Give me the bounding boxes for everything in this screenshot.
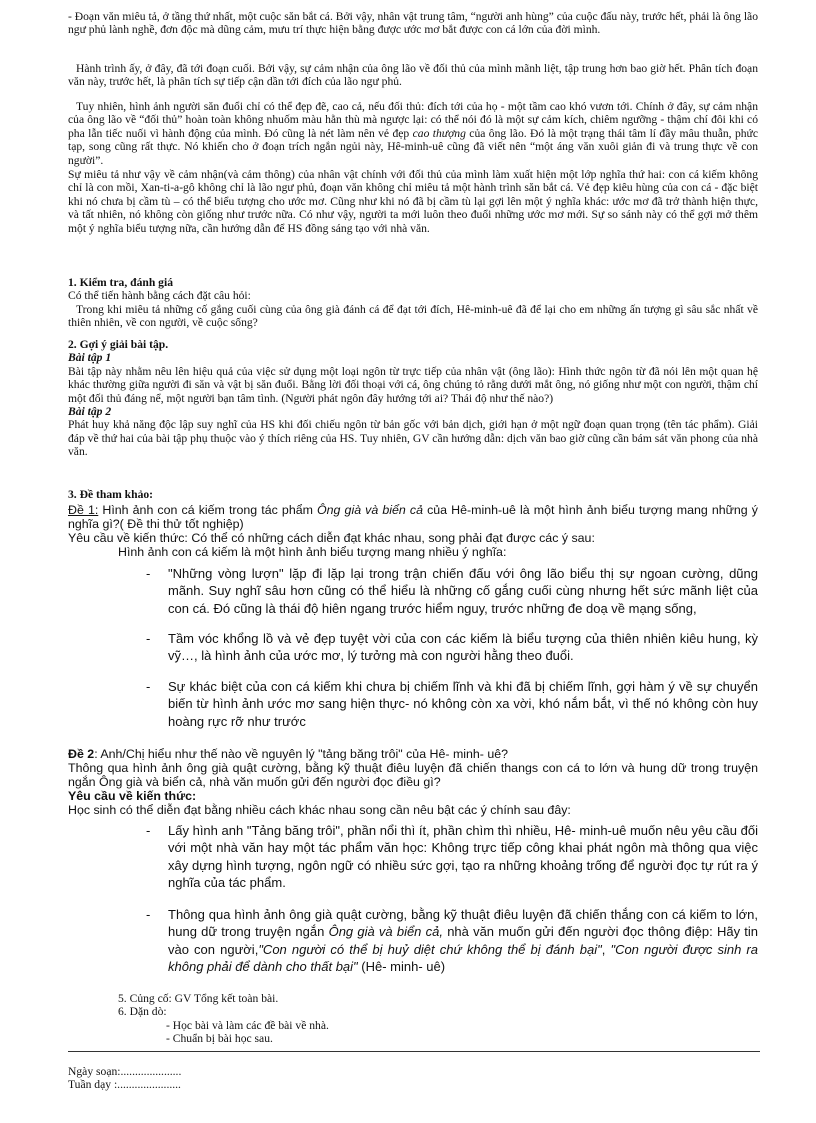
divider-line: [68, 1051, 760, 1052]
intro-paragraph-2: Hành trình ấy, ở đây, đã tới đoạn cuối. Bởi vậy, sự cảm nhận của ông lão về đối thủ của mình mãnh liệt, tập trung hơn bao giờ hết. Phân tích đoạn văn này, trước hết, là phân tích sự tiếp cận dần tới đích của lão ngư phủ.: [68, 62, 758, 89]
section-2: 2. Gợi ý giải bài tập. Bài tập 1 Bài tập này nhằm nêu lên hiệu quả của việc sử dụng một loại ngôn từ trực tiếp của nhân vật (ông lão): Hình thức ngôn từ đã nói lên một quan hệ khác thường giữa người đi săn và vật bị săn đuổi. Bằng lời đối thoại với cá, ông chúng tỏ rằng dưới mắt ông, nó giống như một con người, thậm chí một đối thủ đáng nể, một người bạn tâm tình. (Người phát ngôn đây hướng tới ai? Thái độ như thế nào?) Bài tập 2 Phát huy khả năng độc lập suy nghĩ của HS khi đối chiếu ngôn từ bản gốc với bản dịch, giới hạn ở một ngữ đoạn quan trọng (tên tác phẩm). Giải đáp về thứ hai của bài tập phụ thuộc vào ý thích riêng của HS. Tuy nhiên, GV cần hướng dẫn: dịch văn bao giờ cũng cần bám sát văn phong của nhà văn.: [68, 338, 758, 459]
intro-paragraph-3: Tuy nhiên, hình ảnh người săn đuổi chỉ có thể đẹp đẽ, cao cả, nếu đối thủ: đích tới của họ - một tầm cao khó vươn tới. Chính ở đây, sự cảm nhận của ông lão về “đối thủ” hoàn toàn không nhuốm màu hằn thù mà ngược lại: có thể nói đó là một sự cảm kích, chiêm ngưỡng - thậm chí đôi khi có pha lẫn tiếc nuối vì hành động của mình. Đó cũng là nét làm nên vẻ đẹp cao thượng của ông lão. Đó là một trạng thái tâm lí đầy mâu thuẫn, phức tạp, song cũng rất thực. Nó khiến cho ở đoạn trích ngắn ngủi này, Hê-minh-uê cũng đã viết nên “một áng văn xuôi giản đi và trung thực về con người”.: [68, 100, 758, 167]
section-1-title: 1. Kiểm tra, đánh giá: [68, 276, 173, 289]
de-2-requirement-title: Yêu cầu về kiến thức:: [68, 789, 197, 803]
de-2-question: Đề 2: Anh/Chị hiểu như thế nào về nguyên lý "tảng băng trôi" của Hê- minh- uê? Thông qua hình ảnh ông già quật cường, bằng kỹ thuật điêu luyện đã chiến thangs con cá to lớn và hung dữ trong truyện ngắn Ông già và biển cả, nhà văn muốn gửi đến người đọc điều gì? Yêu cầu về kiến thức: Học sinh có thể diễn đạt bằng nhiều cách khác nhau song cần nêu bật các ý chính sau đây:: [68, 747, 758, 817]
intro-paragraph-1: - Đoạn văn miêu tả, ở tầng thứ nhất, một cuộc săn bắt cá. Bởi vậy, nhân vật trung tâm, “người anh hùng” của cuộc đấu này, trước hết, phải là ông lão ngư phủ lành nghề, đơn độc mà dũng cảm, mưu trí thực hiện bằng được ước mơ bắt được con cá lớn của đời mình.: [68, 10, 758, 37]
de-1-question: Đề 1: Hình ảnh con cá kiếm trong tác phẩm Ông già và biển cả của Hê-minh-uê là một hình ảnh biểu tượng mang những ý nghĩa gì?( Đề thi thử tốt nghiệp) Yêu cầu về kiến thức: Có thể có những cách diễn đạt khác nhau, song phải đạt được các ý sau: Hình ảnh con cá kiếm là một hình ảnh biểu tượng mang nhiều ý nghĩa:: [68, 503, 758, 559]
section-2-title: 2. Gợi ý giải bài tập.: [68, 338, 169, 351]
ngay-soan: Ngày soạn:.....................: [68, 1065, 182, 1078]
document-page: - Đoạn văn miêu tả, ở tầng thứ nhất, một cuộc săn bắt cá. Bởi vậy, nhân vật trung tâm, “người anh hùng” của cuộc đấu này, trước hết, phải là ông lão ngư phủ lành nghề, đơn độc mà dũng cảm, mưu trí thực hiện bằng được ước mơ bắt được con cá lớn của đời mình. Hành trình ấy, ở đây, đã tới đoạn cuối. Bởi vậy, sự cảm nhận của ông lão về đối thủ của mình mãnh liệt, tập trung hơn bao giờ hết. Phân tích đoạn văn này, trước hết, là phân tích sự tiếp cận dần tới đích của lão ngư phủ. Tuy nhiên, hình ảnh người săn đuổi chỉ có thể đẹp đẽ, cao cả, nếu đối thủ: đích tới của họ - một tầm cao khó vươn tới. Chính ở đây, sự cảm nhận của ông lão về “đối thủ” hoàn toàn không nhuốm màu hằn thù mà ngược lại: có thể nói đó là một sự cảm kích, chiêm ngưỡng - thậm chí đôi khi có pha lẫn tiếc nuối vì hành động của mình. Đó cũng là nét làm nên vẻ đẹp cao thượng của ông lão. Đó là một trạng thái tâm lí đầy mâu thuẫn, phức tạp, song cũng rất thực. Nó khiến cho ở đoạn trích ngắn ngủi này, Hê-minh-uê cũng đã viết nên “một áng văn xuôi giản đi và trung thực về con người”. Sự miêu tả như vậy về cảm nhận(và cảm thông) của nhân vật chính với đối thủ của mình làm xuất hiện một lớp nghĩa thứ hai: con cá kiếm không chỉ là con mồi, Xan-ti-a-gô không chỉ là lão ngư phủ, đoạn văn không chỉ miêu tả một hành trình săn bắt cá. Vẻ đẹp kiêu hùng của con cá - đặc biệt khi nó chưa bị cầm tù – có thể biểu tượng cho ước mơ. Cũng như khi nó đã bị cầm tù lại gợi lên một ý nghĩa khác: ước mơ đã trở thành hiện thực, và tất nhiên, nó không còn giống như trước nữa. Có như vậy, người ta mới luôn theo đuổi những ước mơ mới. Sự so sánh này có thể gợi mở thêm một ý nghĩa biểu tượng nữa, cần hướng dẫn để HS đồng sáng tạo với nhà văn. 1. Kiểm tra, đánh giá Có thể tiến hành bằng cách đặt câu hỏi: Trong khi miêu tả những cố gắng cuối cùng của ông già đánh cá để đạt tới đích, Hê-minh-uê đã để lại cho em những ấn tượng gì sâu sắc nhất về thiên nhiên, về con người, về cuộc sống? 2. Gợi ý giải bài tập. Bài tập 1 Bài tập này nhằm nêu lên hiệu quả của việc sử dụng một loại ngôn từ trực tiếp của nhân vật (ông lão): Hình thức ngôn từ đã nói lên một quan hệ khác thường giữa người đi săn và vật bị săn đuổi. Bằng lời đối thoại với cá, ông chúng tỏ rằng dưới mắt ông, nó giống như một con người, thậm chí một đối thủ đáng nể, một người bạn tâm tình. (Người phát ngôn đây hướng tới ai? Thái độ như thế nào?) Bài tập 2 Phát huy khả năng độc lập suy nghĩ của HS khi đối chiếu ngôn từ bản gốc với bản dịch, giới hạn ở một ngữ đoạn quan trọng (tên tác phẩm). Giải đáp về thứ hai của bài tập phụ thuộc vào ý thích riêng của HS. Tuy nhiên, GV cần hướng dẫn: dịch văn bao giờ cũng cần bám sát văn phong của nhà văn. 3. Đề tham khảo: Đề 1: Hình ảnh con cá kiếm trong tác phẩm Ông già và biển cả của Hê-minh-uê là một hình ảnh biểu tượng mang những ý nghĩa gì?( Đề thi thử tốt nghiệp) Yêu cầu về kiến thức: Có thể có những cách diễn đạt khác nhau, song phải đạt được các ý sau: Hình ảnh con cá kiếm là một hình ảnh biểu tượng mang nhiều ý nghĩa: - "Những vòng lượn" lặp đi lặp lại trong trận chiến đấu với ông lão biểu thị sự ngoan cường, dũng mãnh. Suy nghĩ sâu hơn cũng có thể hiểu là những cố gắng cuối cùng nhưng hết sức mãnh liệt của con cá. Đó cũng là thái độ hiên ngang trước hiểm nguy, trước những đe doạ về mạng sống, - Tầm vóc khổng lồ và vẻ đẹp tuyệt vời của con các kiếm là biểu tượng của thiên nhiên kiêu hung, kỳ vỹ…, là hình ảnh của ước mơ, lý tưởng mà con người hằng theo đuổi. - Sự khác biệt của con cá kiếm khi chưa bị chiếm lĩnh và khi đã bị chiếm lĩnh, gợi hàm ý về sự chuyển biến từ hình ảnh ước mơ sang hiện thực- nó không còn xa vời, khó nắm bắt, vì thế nó không còn huy hoàng rực rỡ như trước Đề 2: Anh/Chị hiểu như thế nào về nguyên lý "tảng băng trôi" của Hê- minh- uê? Thông qua hình ảnh ông già quật cường, bằng kỹ thuật điêu luyện đã chiến thangs con cá to lớn và hung dữ trong truyện ngắn Ông già và biển cả, nhà văn muốn gửi đến người đọc điều gì? Yêu cầu về kiến thức: Học sinh có thể diễn đạt bằng nhiều cách khác nhau song cần nêu bật các ý chính sau đây: - Lấy hình anh "Tảng băng trôi", phần nổi thì ít, phần chìm thì nhiều, Hê- minh-uê muốn nêu yêu cầu đối với một nhà văn hay một tác phẩm văn học: Không trực tiếp công khai phát ngôn mà thông qua việc xây dựng hình tượng, ngôn ngữ có nhiều sức gợi, tạo ra những khoảng trống để người đọc tự rút ra ý nghĩa của tác phẩm. - Thông qua hình ảnh ông già quật cường, bằng kỹ thuật điêu luyện đã chiến thắng con cá kiếm to lớn, hung dữ trong truyện ngắn Ông già và biển cả, nhà văn muốn gửi đến người đọc thông điệp: Hãy tin vào con người,"Con người có thể bị huỷ diệt chứ không thể bị đánh bại", "Con người được sinh ra không phải để dành cho thất bại" (Hê- minh- uê) 5. Củng cố: GV Tổng kết toàn bài. 6. Dặn dò: - Học bài và làm các đề bài về nhà. - Chuẩn bị bài học sau. Ngày soạn:..................... Tuần dạy :......................: [68, 10, 759, 1092]
tuan-day: Tuần dạy :......................: [68, 1078, 181, 1092]
section-3-title: 3. Đề tham khảo:: [68, 488, 154, 501]
section-1: 1. Kiểm tra, đánh giá Có thể tiến hành bằng cách đặt câu hỏi: Trong khi miêu tả những cố gắng cuối cùng của ông già đánh cá để đạt tới đích, Hê-minh-uê đã để lại cho em những ấn tượng gì sâu sắc nhất về thiên nhiên, về con người, về cuộc sống?: [68, 276, 758, 330]
exercise-2-title: Bài tập 2: [68, 405, 112, 419]
footer: [68, 1065, 468, 1092]
section-3-title-block: [68, 488, 758, 501]
exercise-1-title: Bài tập 1: [68, 351, 112, 365]
closing-items: 5. Củng cố: GV Tổng kết toàn bài. 6. Dặn dò: - Học bài và làm các đề bài về nhà. - Chuẩn bị bài học sau.: [118, 992, 329, 1046]
intro-paragraph-4: Sự miêu tả như vậy về cảm nhận(và cảm thông) của nhân vật chính với đối thủ của mình làm xuất hiện một lớp nghĩa thứ hai: con cá kiếm không chỉ là con mồi, Xan-ti-a-gô không chỉ là lão ngư phủ, đoạn văn không chỉ miêu tả một hành trình săn bắt cá. Vẻ đẹp kiêu hùng của con cá - đặc biệt khi nó chưa bị cầm tù – có thể biểu tượng cho ước mơ. Cũng như khi nó đã bị cầm tù lại gợi lên một ý nghĩa khác: ước mơ đã trở thành hiện thực, và tất nhiên, nó không còn giống như trước nữa. Có như vậy, người ta mới luôn theo đuổi những ước mơ mới. Sự so sánh này có thể gợi mở thêm một ý nghĩa biểu tượng nữa, cần hướng dẫn để HS đồng sáng tạo với nhà văn.: [68, 168, 758, 235]
